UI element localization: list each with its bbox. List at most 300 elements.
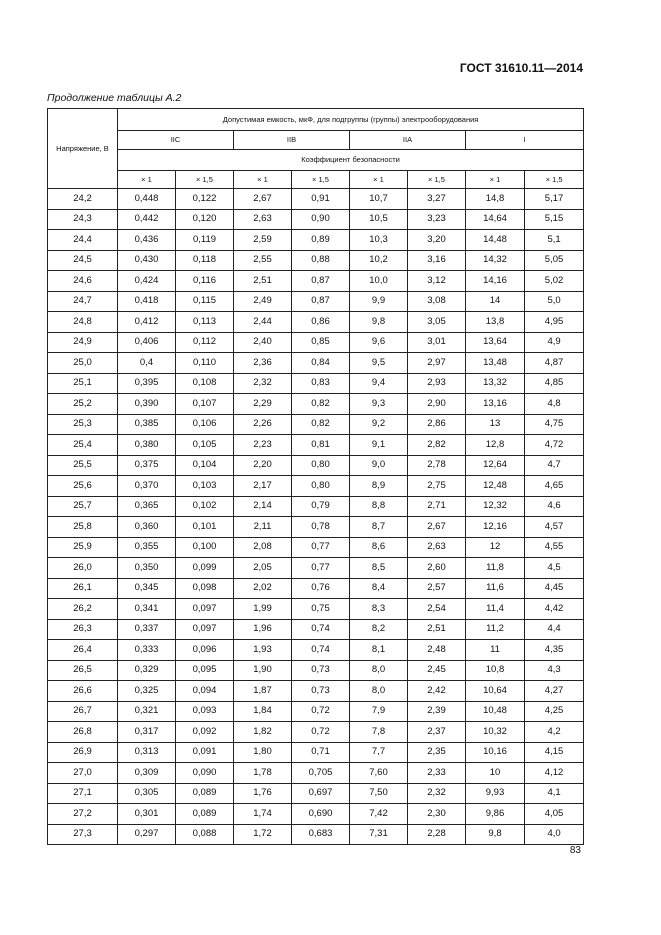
capacitance-cell: 0,683 — [292, 824, 350, 845]
capacitance-cell: 0,448 — [118, 189, 176, 210]
capacitance-cell: 0,424 — [118, 271, 176, 292]
table-row — [48, 619, 584, 640]
capacitance-cell: 0,103 — [176, 476, 234, 497]
capacitance-cell: 0,412 — [118, 312, 176, 333]
document-code: ГОСТ 31610.11—2014 — [459, 61, 583, 75]
capacitance-cell: 7,42 — [350, 804, 408, 825]
capacitance-cell: 0,337 — [118, 619, 176, 640]
capacitance-cell: 4,65 — [525, 476, 584, 497]
capacitance-cell: 7,7 — [350, 742, 408, 763]
capacitance-cell: 1,82 — [234, 722, 292, 743]
voltage-cell: 24,4 — [48, 230, 118, 251]
capacitance-cell: 12 — [466, 537, 525, 558]
capacitance-cell: 0,77 — [292, 537, 350, 558]
capacitance-cell: 2,45 — [408, 660, 466, 681]
voltage-cell: 26,5 — [48, 660, 118, 681]
capacitance-cell: 0,313 — [118, 742, 176, 763]
capacitance-cell: 14,16 — [466, 271, 525, 292]
capacitance-cell: 3,12 — [408, 271, 466, 292]
capacitance-cell: 0,82 — [292, 394, 350, 415]
capacitance-cell: 0,350 — [118, 558, 176, 579]
page-number: 83 — [569, 845, 581, 856]
capacitance-cell: 1,78 — [234, 763, 292, 784]
table-row — [48, 722, 584, 743]
capacitance-cell: 0,113 — [176, 312, 234, 333]
capacitance-cell: 5,0 — [525, 291, 584, 312]
capacitance-cell: 1,99 — [234, 599, 292, 620]
capacitance-cell: 5,1 — [525, 230, 584, 251]
capacitance-cell: 0,355 — [118, 537, 176, 558]
capacitance-cell: 8,5 — [350, 558, 408, 579]
capacitance-cell: 0,098 — [176, 578, 234, 599]
capacitance-cell: 10,32 — [466, 722, 525, 743]
capacitance-cell: 2,63 — [408, 537, 466, 558]
capacitance-cell: 1,74 — [234, 804, 292, 825]
capacitance-cell: 2,32 — [234, 373, 292, 394]
capacitance-cell: 14,32 — [466, 250, 525, 271]
factor-header: × 1,5 — [176, 171, 234, 189]
capacitance-cell: 2,67 — [408, 517, 466, 538]
voltage-cell: 26,6 — [48, 681, 118, 702]
table-row — [48, 291, 584, 312]
capacitance-cell: 0,89 — [292, 230, 350, 251]
capacitance-cell: 0,305 — [118, 783, 176, 804]
capacitance-cell: 1,93 — [234, 640, 292, 661]
capacitance-cell: 0,120 — [176, 209, 234, 230]
factor-header: × 1 — [350, 171, 408, 189]
capacitance-cell: 0,317 — [118, 722, 176, 743]
voltage-cell: 27,3 — [48, 824, 118, 845]
capacitance-cell: 13,16 — [466, 394, 525, 415]
capacitance-cell: 12,48 — [466, 476, 525, 497]
capacitance-cell: 8,2 — [350, 619, 408, 640]
capacitance-cell: 0,78 — [292, 517, 350, 538]
voltage-cell: 25,9 — [48, 537, 118, 558]
voltage-cell: 25,1 — [48, 373, 118, 394]
capacitance-cell: 0,102 — [176, 496, 234, 517]
table-row — [48, 763, 584, 784]
capacitance-cell: 0,115 — [176, 291, 234, 312]
voltage-cell: 27,0 — [48, 763, 118, 784]
voltage-cell: 26,3 — [48, 619, 118, 640]
capacitance-cell: 2,42 — [408, 681, 466, 702]
voltage-cell: 26,4 — [48, 640, 118, 661]
capacitance-cell: 0,395 — [118, 373, 176, 394]
capacitance-cell: 1,80 — [234, 742, 292, 763]
capacitance-cell: 2,26 — [234, 414, 292, 435]
factor-header: × 1,5 — [292, 171, 350, 189]
capacitance-cell: 4,35 — [525, 640, 584, 661]
capacitance-cell: 0,79 — [292, 496, 350, 517]
table-row — [48, 701, 584, 722]
capacitance-cell: 0,329 — [118, 660, 176, 681]
capacitance-cell: 2,75 — [408, 476, 466, 497]
capacitance-cell: 2,30 — [408, 804, 466, 825]
capacitance-cell: 0,72 — [292, 722, 350, 743]
capacitance-cell: 4,15 — [525, 742, 584, 763]
capacitance-cell: 0,73 — [292, 681, 350, 702]
capacitance-cell: 0,71 — [292, 742, 350, 763]
capacitance-cell: 0,380 — [118, 435, 176, 456]
capacitance-cell: 1,87 — [234, 681, 292, 702]
table-row — [48, 783, 584, 804]
capacitance-cell: 2,35 — [408, 742, 466, 763]
table-row — [48, 824, 584, 845]
capacitance-cell: 4,27 — [525, 681, 584, 702]
capacitance-cell: 1,76 — [234, 783, 292, 804]
voltage-cell: 24,3 — [48, 209, 118, 230]
voltage-cell: 27,2 — [48, 804, 118, 825]
capacitance-cell: 9,6 — [350, 332, 408, 353]
table-row — [48, 189, 584, 210]
capacitance-cell: 2,63 — [234, 209, 292, 230]
capacitance-cell: 8,1 — [350, 640, 408, 661]
voltage-cell: 25,7 — [48, 496, 118, 517]
capacitance-cell: 4,57 — [525, 517, 584, 538]
capacitance-cell: 0,107 — [176, 394, 234, 415]
capacitance-cell: 10,3 — [350, 230, 408, 251]
capacitance-cell: 0,116 — [176, 271, 234, 292]
capacitance-cell: 0,390 — [118, 394, 176, 415]
capacitance-cell: 4,9 — [525, 332, 584, 353]
table-row — [48, 578, 584, 599]
capacitance-cell: 1,84 — [234, 701, 292, 722]
capacitance-cell: 10,48 — [466, 701, 525, 722]
capacitance-cell: 2,37 — [408, 722, 466, 743]
capacitance-cell: 4,55 — [525, 537, 584, 558]
table-row — [48, 558, 584, 579]
factor-header: × 1,5 — [525, 171, 584, 189]
capacitance-cell: 0,097 — [176, 599, 234, 620]
capacitance-cell: 11,2 — [466, 619, 525, 640]
table-row — [48, 435, 584, 456]
capacitance-cell: 0,75 — [292, 599, 350, 620]
capacitance-cell: 0,309 — [118, 763, 176, 784]
capacitance-cell: 0,345 — [118, 578, 176, 599]
capacitance-cell: 10,5 — [350, 209, 408, 230]
voltage-column-header: Напряжение, В — [48, 109, 118, 189]
capacitance-cell: 0,297 — [118, 824, 176, 845]
capacitance-cell: 0,406 — [118, 332, 176, 353]
capacitance-cell: 0,092 — [176, 722, 234, 743]
table-row — [48, 271, 584, 292]
capacitance-cell: 10,2 — [350, 250, 408, 271]
capacitance-cell: 4,8 — [525, 394, 584, 415]
capacitance-cell: 0,86 — [292, 312, 350, 333]
capacitance-cell: 14,48 — [466, 230, 525, 251]
voltage-cell: 25,4 — [48, 435, 118, 456]
capacitance-cell: 2,90 — [408, 394, 466, 415]
capacitance-cell: 8,6 — [350, 537, 408, 558]
capacitance-cell: 11,6 — [466, 578, 525, 599]
capacitance-cell: 9,3 — [350, 394, 408, 415]
table-row — [48, 209, 584, 230]
capacitance-cell: 0,4 — [118, 353, 176, 374]
capacitance-cell: 4,85 — [525, 373, 584, 394]
capacitance-cell: 9,5 — [350, 353, 408, 374]
capacitance-cell: 0,90 — [292, 209, 350, 230]
capacitance-cell: 3,27 — [408, 189, 466, 210]
capacitance-cell: 0,81 — [292, 435, 350, 456]
capacitance-cell: 4,2 — [525, 722, 584, 743]
capacitance-cell: 4,95 — [525, 312, 584, 333]
capacitance-cell: 0,418 — [118, 291, 176, 312]
capacitance-cell: 2,59 — [234, 230, 292, 251]
capacitance-cell: 0,089 — [176, 804, 234, 825]
factor-header: × 1 — [234, 171, 292, 189]
capacitance-cell: 0,110 — [176, 353, 234, 374]
capacitance-cell: 2,51 — [234, 271, 292, 292]
capacitance-cell: 10,8 — [466, 660, 525, 681]
capacitance-cell: 10,7 — [350, 189, 408, 210]
capacitance-cell: 3,01 — [408, 332, 466, 353]
capacitance-cell: 0,365 — [118, 496, 176, 517]
capacitance-cell: 5,15 — [525, 209, 584, 230]
group-header: IIB — [234, 131, 350, 150]
capacitance-cell: 2,05 — [234, 558, 292, 579]
capacitance-cell: 2,67 — [234, 189, 292, 210]
capacitance-cell: 9,1 — [350, 435, 408, 456]
capacitance-cell: 3,20 — [408, 230, 466, 251]
table-row — [48, 455, 584, 476]
capacitance-cell: 2,78 — [408, 455, 466, 476]
capacitance-cell: 0,80 — [292, 476, 350, 497]
capacitance-cell: 2,11 — [234, 517, 292, 538]
capacitance-cell: 2,60 — [408, 558, 466, 579]
capacitance-cell: 2,48 — [408, 640, 466, 661]
capacitance-cell: 4,87 — [525, 353, 584, 374]
capacitance-cell: 0,101 — [176, 517, 234, 538]
group-header: IIA — [350, 131, 466, 150]
capacitance-cell: 0,84 — [292, 353, 350, 374]
capacitance-cell: 0,333 — [118, 640, 176, 661]
capacitance-cell: 0,089 — [176, 783, 234, 804]
capacitance-cell: 4,05 — [525, 804, 584, 825]
voltage-cell: 26,1 — [48, 578, 118, 599]
table-row — [48, 230, 584, 251]
table-row — [48, 250, 584, 271]
capacitance-cell: 2,55 — [234, 250, 292, 271]
capacitance-cell: 2,33 — [408, 763, 466, 784]
table-row — [48, 414, 584, 435]
capacitance-cell: 4,25 — [525, 701, 584, 722]
capacitance-cell: 0,91 — [292, 189, 350, 210]
voltage-cell: 25,6 — [48, 476, 118, 497]
capacitance-cell: 0,74 — [292, 619, 350, 640]
capacitance-cell: 5,02 — [525, 271, 584, 292]
capacitance-cell: 9,8 — [466, 824, 525, 845]
capacitance-cell: 1,90 — [234, 660, 292, 681]
voltage-cell: 24,2 — [48, 189, 118, 210]
capacitance-cell: 0,72 — [292, 701, 350, 722]
factor-header: × 1 — [466, 171, 525, 189]
capacitance-cell: 10,16 — [466, 742, 525, 763]
voltage-cell: 25,0 — [48, 353, 118, 374]
voltage-cell: 25,3 — [48, 414, 118, 435]
capacitance-cell: 2,71 — [408, 496, 466, 517]
capacitance-cell: 0,118 — [176, 250, 234, 271]
capacitance-cell: 13,32 — [466, 373, 525, 394]
capacitance-cell: 3,16 — [408, 250, 466, 271]
capacitance-cell: 7,9 — [350, 701, 408, 722]
capacitance-cell: 1,72 — [234, 824, 292, 845]
capacitance-cell: 4,1 — [525, 783, 584, 804]
capacitance-cell: 9,93 — [466, 783, 525, 804]
voltage-cell: 27,1 — [48, 783, 118, 804]
capacitance-cell: 4,6 — [525, 496, 584, 517]
capacitance-cell: 7,31 — [350, 824, 408, 845]
capacity-header: Допустимая емкость, мкФ, для подгруппы (группы) электрооборудования — [118, 109, 584, 131]
capacitance-cell: 0,76 — [292, 578, 350, 599]
capacitance-cell: 0,690 — [292, 804, 350, 825]
capacitance-cell: 0,325 — [118, 681, 176, 702]
capacitance-cell: 0,442 — [118, 209, 176, 230]
capacitance-cell: 0,096 — [176, 640, 234, 661]
capacitance-cell: 2,51 — [408, 619, 466, 640]
capacitance-cell: 8,8 — [350, 496, 408, 517]
capacitance-cell: 3,23 — [408, 209, 466, 230]
capacitance-cell: 9,9 — [350, 291, 408, 312]
capacitance-cell: 12,64 — [466, 455, 525, 476]
capacitance-table — [47, 108, 584, 845]
capacitance-cell: 13 — [466, 414, 525, 435]
capacitance-cell: 2,32 — [408, 783, 466, 804]
table-row — [48, 373, 584, 394]
capacitance-cell: 0,095 — [176, 660, 234, 681]
voltage-cell: 25,5 — [48, 455, 118, 476]
table-row — [48, 599, 584, 620]
capacitance-cell: 0,436 — [118, 230, 176, 251]
capacitance-cell: 0,430 — [118, 250, 176, 271]
capacitance-cell: 0,104 — [176, 455, 234, 476]
capacitance-cell: 10,64 — [466, 681, 525, 702]
capacitance-cell: 4,12 — [525, 763, 584, 784]
capacitance-cell: 2,28 — [408, 824, 466, 845]
capacitance-cell: 12,8 — [466, 435, 525, 456]
capacitance-cell: 2,44 — [234, 312, 292, 333]
table-row — [48, 640, 584, 661]
capacitance-cell: 2,02 — [234, 578, 292, 599]
capacitance-cell: 4,72 — [525, 435, 584, 456]
capacitance-cell: 0,705 — [292, 763, 350, 784]
capacitance-cell: 2,86 — [408, 414, 466, 435]
capacitance-cell: 9,0 — [350, 455, 408, 476]
capacitance-cell: 0,88 — [292, 250, 350, 271]
capacitance-cell: 8,9 — [350, 476, 408, 497]
capacitance-cell: 2,23 — [234, 435, 292, 456]
capacitance-cell: 2,39 — [408, 701, 466, 722]
capacitance-cell: 4,5 — [525, 558, 584, 579]
table-row — [48, 353, 584, 374]
voltage-cell: 26,0 — [48, 558, 118, 579]
table-body — [48, 189, 584, 845]
voltage-cell: 24,8 — [48, 312, 118, 333]
capacitance-cell: 13,64 — [466, 332, 525, 353]
capacitance-cell: 0,87 — [292, 271, 350, 292]
capacitance-cell: 9,4 — [350, 373, 408, 394]
capacitance-cell: 0,321 — [118, 701, 176, 722]
voltage-cell: 24,6 — [48, 271, 118, 292]
capacitance-cell: 14,64 — [466, 209, 525, 230]
capacitance-cell: 0,112 — [176, 332, 234, 353]
capacitance-cell: 0,088 — [176, 824, 234, 845]
table-row — [48, 394, 584, 415]
capacitance-cell: 4,3 — [525, 660, 584, 681]
capacitance-cell: 2,82 — [408, 435, 466, 456]
capacitance-cell: 0,097 — [176, 619, 234, 640]
capacitance-cell: 14,8 — [466, 189, 525, 210]
factor-header: × 1 — [118, 171, 176, 189]
voltage-cell: 26,8 — [48, 722, 118, 743]
capacitance-cell: 0,341 — [118, 599, 176, 620]
capacitance-cell: 9,2 — [350, 414, 408, 435]
voltage-cell: 26,9 — [48, 742, 118, 763]
capacitance-cell: 0,73 — [292, 660, 350, 681]
voltage-cell: 26,7 — [48, 701, 118, 722]
capacitance-cell: 4,42 — [525, 599, 584, 620]
table-row — [48, 804, 584, 825]
capacitance-cell: 11 — [466, 640, 525, 661]
table-row — [48, 517, 584, 538]
voltage-cell: 25,2 — [48, 394, 118, 415]
capacitance-cell: 0,85 — [292, 332, 350, 353]
capacitance-cell: 5,17 — [525, 189, 584, 210]
capacitance-cell: 0,099 — [176, 558, 234, 579]
capacitance-cell: 0,74 — [292, 640, 350, 661]
capacitance-cell: 8,4 — [350, 578, 408, 599]
capacitance-cell: 5,05 — [525, 250, 584, 271]
capacitance-cell: 0,106 — [176, 414, 234, 435]
factor-header: × 1,5 — [408, 171, 466, 189]
capacitance-cell: 0,093 — [176, 701, 234, 722]
capacitance-cell: 2,93 — [408, 373, 466, 394]
table-row — [48, 312, 584, 333]
capacitance-cell: 8,0 — [350, 660, 408, 681]
capacitance-cell: 2,57 — [408, 578, 466, 599]
capacitance-cell: 0,77 — [292, 558, 350, 579]
capacitance-cell: 0,370 — [118, 476, 176, 497]
table-row — [48, 660, 584, 681]
table-row — [48, 537, 584, 558]
capacitance-cell: 13,8 — [466, 312, 525, 333]
capacitance-cell: 3,08 — [408, 291, 466, 312]
capacitance-cell: 2,14 — [234, 496, 292, 517]
capacitance-cell: 0,385 — [118, 414, 176, 435]
capacitance-cell: 9,86 — [466, 804, 525, 825]
capacitance-cell: 12,32 — [466, 496, 525, 517]
table-row — [48, 681, 584, 702]
table-row — [48, 476, 584, 497]
capacitance-cell: 0,090 — [176, 763, 234, 784]
capacitance-cell: 10,0 — [350, 271, 408, 292]
table-row — [48, 332, 584, 353]
capacitance-cell: 12,16 — [466, 517, 525, 538]
capacitance-cell: 2,17 — [234, 476, 292, 497]
capacitance-cell: 0,091 — [176, 742, 234, 763]
capacitance-cell: 3,05 — [408, 312, 466, 333]
capacitance-cell: 0,80 — [292, 455, 350, 476]
capacitance-cell: 0,100 — [176, 537, 234, 558]
capacitance-cell: 0,83 — [292, 373, 350, 394]
capacitance-cell: 2,29 — [234, 394, 292, 415]
capacitance-cell: 8,0 — [350, 681, 408, 702]
capacitance-cell: 0,697 — [292, 783, 350, 804]
capacitance-cell: 0,122 — [176, 189, 234, 210]
voltage-cell: 24,5 — [48, 250, 118, 271]
capacitance-cell: 11,8 — [466, 558, 525, 579]
capacitance-cell: 0,105 — [176, 435, 234, 456]
capacitance-cell: 0,375 — [118, 455, 176, 476]
